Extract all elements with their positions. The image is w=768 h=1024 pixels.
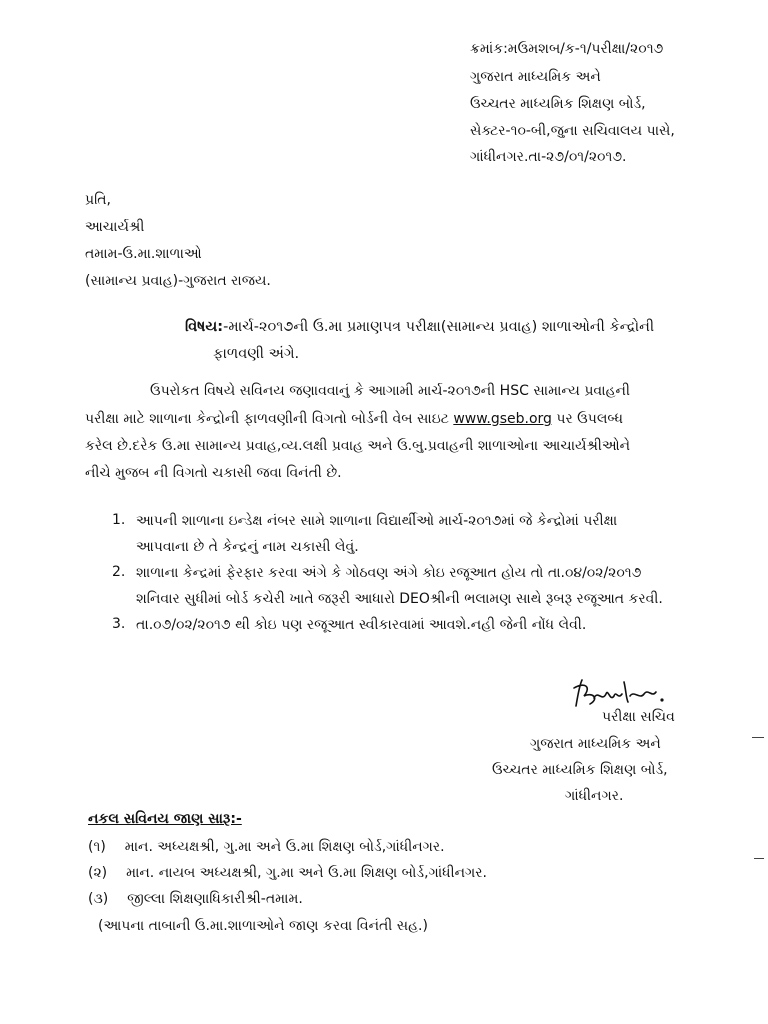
scan-mark — [754, 858, 764, 859]
copy-heading: નકલ સવિનય જાણ સારૂ:- — [88, 811, 242, 827]
list-item-line1: આપની શાળાના ઇન્ડેક્ષ નંબર સામે શાળાના વિદ્યાર્થીઓ માર્ચ-૨૦૧૭માં જે કેન્દ્રોમાં પરીક્ષા — [136, 513, 618, 529]
org-name-line1: ગુજરાત માધ્યમિક અને — [470, 69, 601, 85]
body-line2-tail: પર ઉપલબ્ધ — [551, 411, 624, 427]
list-item-line1: શાળાના કેન્દ્રમાં ફેરફાર કરવા અંગે કે ગોઠવણ અંગે કોઇ રજૂઆત હોય તો તા.૦૪/૦૨/૨૦૧૭ — [136, 565, 642, 581]
body-line2 — [85, 410, 623, 428]
signatory-org-line2: ઉચ્ચતર માધ્યમિક શિક્ષણ બોર્ડ, — [492, 762, 668, 778]
list-item-number: 1. — [112, 512, 126, 528]
copy-item-number: (૧) — [88, 839, 106, 855]
list-item-number: 2. — [112, 564, 126, 580]
body-line3: કરેલ છે.દરેક ઉ.મા સામાન્ય પ્રવાહ,વ્ય.લક્ષી પ્રવાહ અને ઉ.બુ.પ્રવાહની શાળાઓના આચાર્યશ્રીઓને — [85, 438, 631, 454]
copy-item-text: માન. નાયબ અધ્યક્ષશ્રી, ગુ.મા અને ઉ.મા શિક્ષણ બોર્ડ,ગાંધીનગર. — [126, 865, 487, 881]
reference-number: ક્રમાંક:મઉમશબ/ક-૧/પરીક્ષા/૨૦૧૭ — [470, 41, 664, 57]
org-address: સેક્ટર-૧૦-બી,જુના સચિવાલય પાસે, — [470, 123, 675, 139]
subject-line2: ફાળવણી અંગે. — [213, 346, 300, 362]
list-item — [88, 890, 303, 908]
recipient-line3: (સામાન્ય પ્રવાહ)-ગુજરાત રાજય. — [85, 273, 271, 289]
list-item-line1: તા.૦૭/૦૨/૨૦૧૭ થી કોઇ પણ રજૂઆત સ્વીકારવામાં આવશે.નહી જેની નોંધ લેવી. — [136, 617, 587, 633]
recipient-line2: તમામ-ઉ.મા.શાળાઓ — [85, 246, 202, 262]
copy-item-text: માન. અધ્યક્ષશ્રી, ગુ.મા અને ઉ.મા શિક્ષણ બોર્ડ,ગાંધીનગર. — [124, 839, 445, 855]
subject-text-line1: -માર્ચ-૨૦૧૭ની ઉ.મા પ્રમાણપત્ર પરીક્ષા(સામાન્ય પ્રવાહ) શાળાઓની કેન્દ્રોની — [223, 319, 655, 335]
copy-item-text: જીલ્લા શિક્ષણાધિકારીશ્રી-તમામ. — [127, 891, 303, 907]
org-name-line2: ઉચ્ચતર માધ્યમિક શિક્ષણ બોર્ડ, — [470, 96, 646, 112]
website-link[interactable]: www.gseb.org — [453, 411, 552, 427]
signature-image — [570, 676, 690, 712]
list-item — [88, 838, 445, 856]
body-line2-text: પરીક્ષા માટે શાળાના કેન્દ્રોની ફાળવણીની વિગતો બોર્ડની વેબ સાઇટ — [85, 411, 454, 427]
recipient-to: પ્રતિ, — [85, 192, 111, 208]
copy-item-number: (૨) — [88, 865, 108, 881]
subject-label: વિષય: — [185, 319, 224, 335]
list-item-line2: શનિવાર સુધીમાં બોર્ડ કચેરી ખાતે જરૂરી આધારો DEOશ્રીની ભલામણ સાથે રૂબરૂ રજૂઆત કરવી. — [136, 591, 663, 607]
signatory-place: ગાંધીનગર. — [565, 788, 624, 804]
list-item-number: 3. — [112, 616, 126, 632]
signatory-org-line1: ગુજરાત માધ્યમિક અને — [530, 736, 661, 752]
scan-mark — [752, 737, 764, 738]
body-line4: નીચે મુજબ ની વિગતો ચકાસી જવા વિનંતી છે. — [85, 465, 342, 481]
copy-item-number: (૩) — [88, 891, 109, 907]
recipient-line1: આચાર્યશ્રી — [85, 219, 145, 235]
signatory-title: પરીક્ષા સચિવ — [602, 709, 675, 725]
subject-line1 — [185, 318, 654, 336]
list-item-line2: આપવાના છે તે કેન્દ્રનું નામ ચકાસી લેવું. — [136, 539, 359, 555]
copy-note: (આપના તાબાની ઉ.મા.શાળાઓને જાણ કરવા વિનંતી સહ.) — [98, 918, 428, 934]
place-date: ગાંધીનગર.તા-૨૭/૦૧/૨૦૧૭. — [470, 149, 627, 165]
list-item — [88, 864, 487, 882]
body-line1: ઉપરોકત વિષયે સવિનય જણાવવાનું કે આગામી માર્ચ-૨૦૧૭ની HSC સામાન્ય પ્રવાહની — [150, 383, 630, 399]
